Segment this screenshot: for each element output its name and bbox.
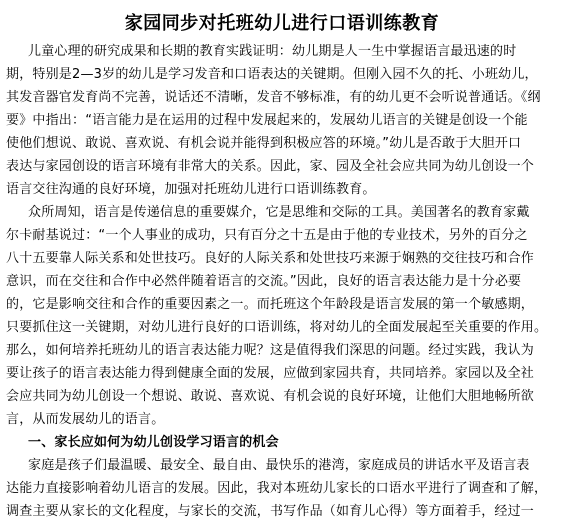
document-title: 家园同步对托班幼儿进行口语训练教育: [124, 13, 440, 34]
paragraph-line: 只要抓住这一关键期，对幼儿进行良好的口语训练，将对幼儿的全面发展起至关重要的作用。: [6, 320, 548, 335]
paragraph-line: 家庭是孩子们最温暖、最安全、最自由、最快乐的港湾，家庭成员的讲话水平及语言表: [28, 458, 530, 473]
paragraph-line: 调查主要从家长的文化程度，与家长的交流，书写作品（如育儿心得）等方面着手，经过一: [6, 504, 535, 519]
paragraph-line: 言，从而发展幼儿的语言。: [6, 412, 165, 427]
paragraph-line: 八十五要靠人际关系和处世技巧。良好的人际关系和处世技巧来源于娴熟的交往技巧和合作: [6, 251, 535, 266]
paragraph-line: 要》中指出：“语言能力是在运用的过程中发展起来的，发展幼儿语言的关键是创设一个能: [6, 113, 528, 128]
paragraph-line: 儿童心理的研究成果和长期的教育实践证明：幼儿期是人一生中掌握语言最迅速的时: [28, 44, 517, 59]
paragraph-line: 的，它是影响交往和合作的重要因素之一。而托班这个年龄段是语言发展的第一个敏感期，: [6, 297, 535, 312]
section-heading: 一、家长应如何为幼儿创设学习语言的机会: [28, 435, 279, 450]
document-body: [6, 40, 562, 523]
paragraph-line: 那么，如何培养托班幼儿的语言表达能力呢？这是值得我们深思的问题。经过实践，我认为: [6, 343, 535, 358]
paragraph-line: 会应共同为幼儿创设一个想说、敢说、喜欢说、有机会说的良好环境，让他们大胆地畅所欲: [6, 389, 535, 404]
paragraph-line: 表达与家园创设的语言环境有非常大的关系。因此，家、园及全社会应共同为幼儿创设一个: [6, 159, 535, 174]
paragraph-line: 其发音器官发育尚不完善，说话还不清晰，发音不够标准，有的幼儿更不会听说普通话。《纲: [6, 90, 541, 105]
paragraph-line: 语言交往沟通的良好环境，加强对托班幼儿进行口语训练教育。: [6, 182, 376, 197]
paragraph-line: 期，特别是2—3岁的幼儿是学习发音和口语表达的关键期。但刚入园不久的托、小班幼儿，: [6, 67, 538, 82]
paragraph-line: 使他们想说、敢说、喜欢说、有机会说并能得到积极应答的环境。”幼儿是否敢于大胆开口: [6, 136, 522, 151]
paragraph-line: 众所周知，语言是传递信息的重要媒介，它是思维和交际的工具。美国著名的教育家戴: [28, 205, 530, 220]
paragraph-line: 达能力直接影响着幼儿语言的发展。因此，我对本班幼儿家长的口语水平进行了调查和了解，: [6, 481, 548, 496]
paragraph-line: 要让孩子的语言表达能力得到健康全面的发展，应做到家园共育，共同培养。家园以及全社: [6, 366, 535, 381]
paragraph-line: 意识，而在交往和合作中必然伴随着语言的交流。”因此，良好的语言表达能力是十分必要: [6, 274, 522, 289]
paragraph-line: 尔卡耐基说过：“一个人事业的成功，只有百分之十五是由于他的专业技术，另外的百分之: [6, 228, 528, 243]
